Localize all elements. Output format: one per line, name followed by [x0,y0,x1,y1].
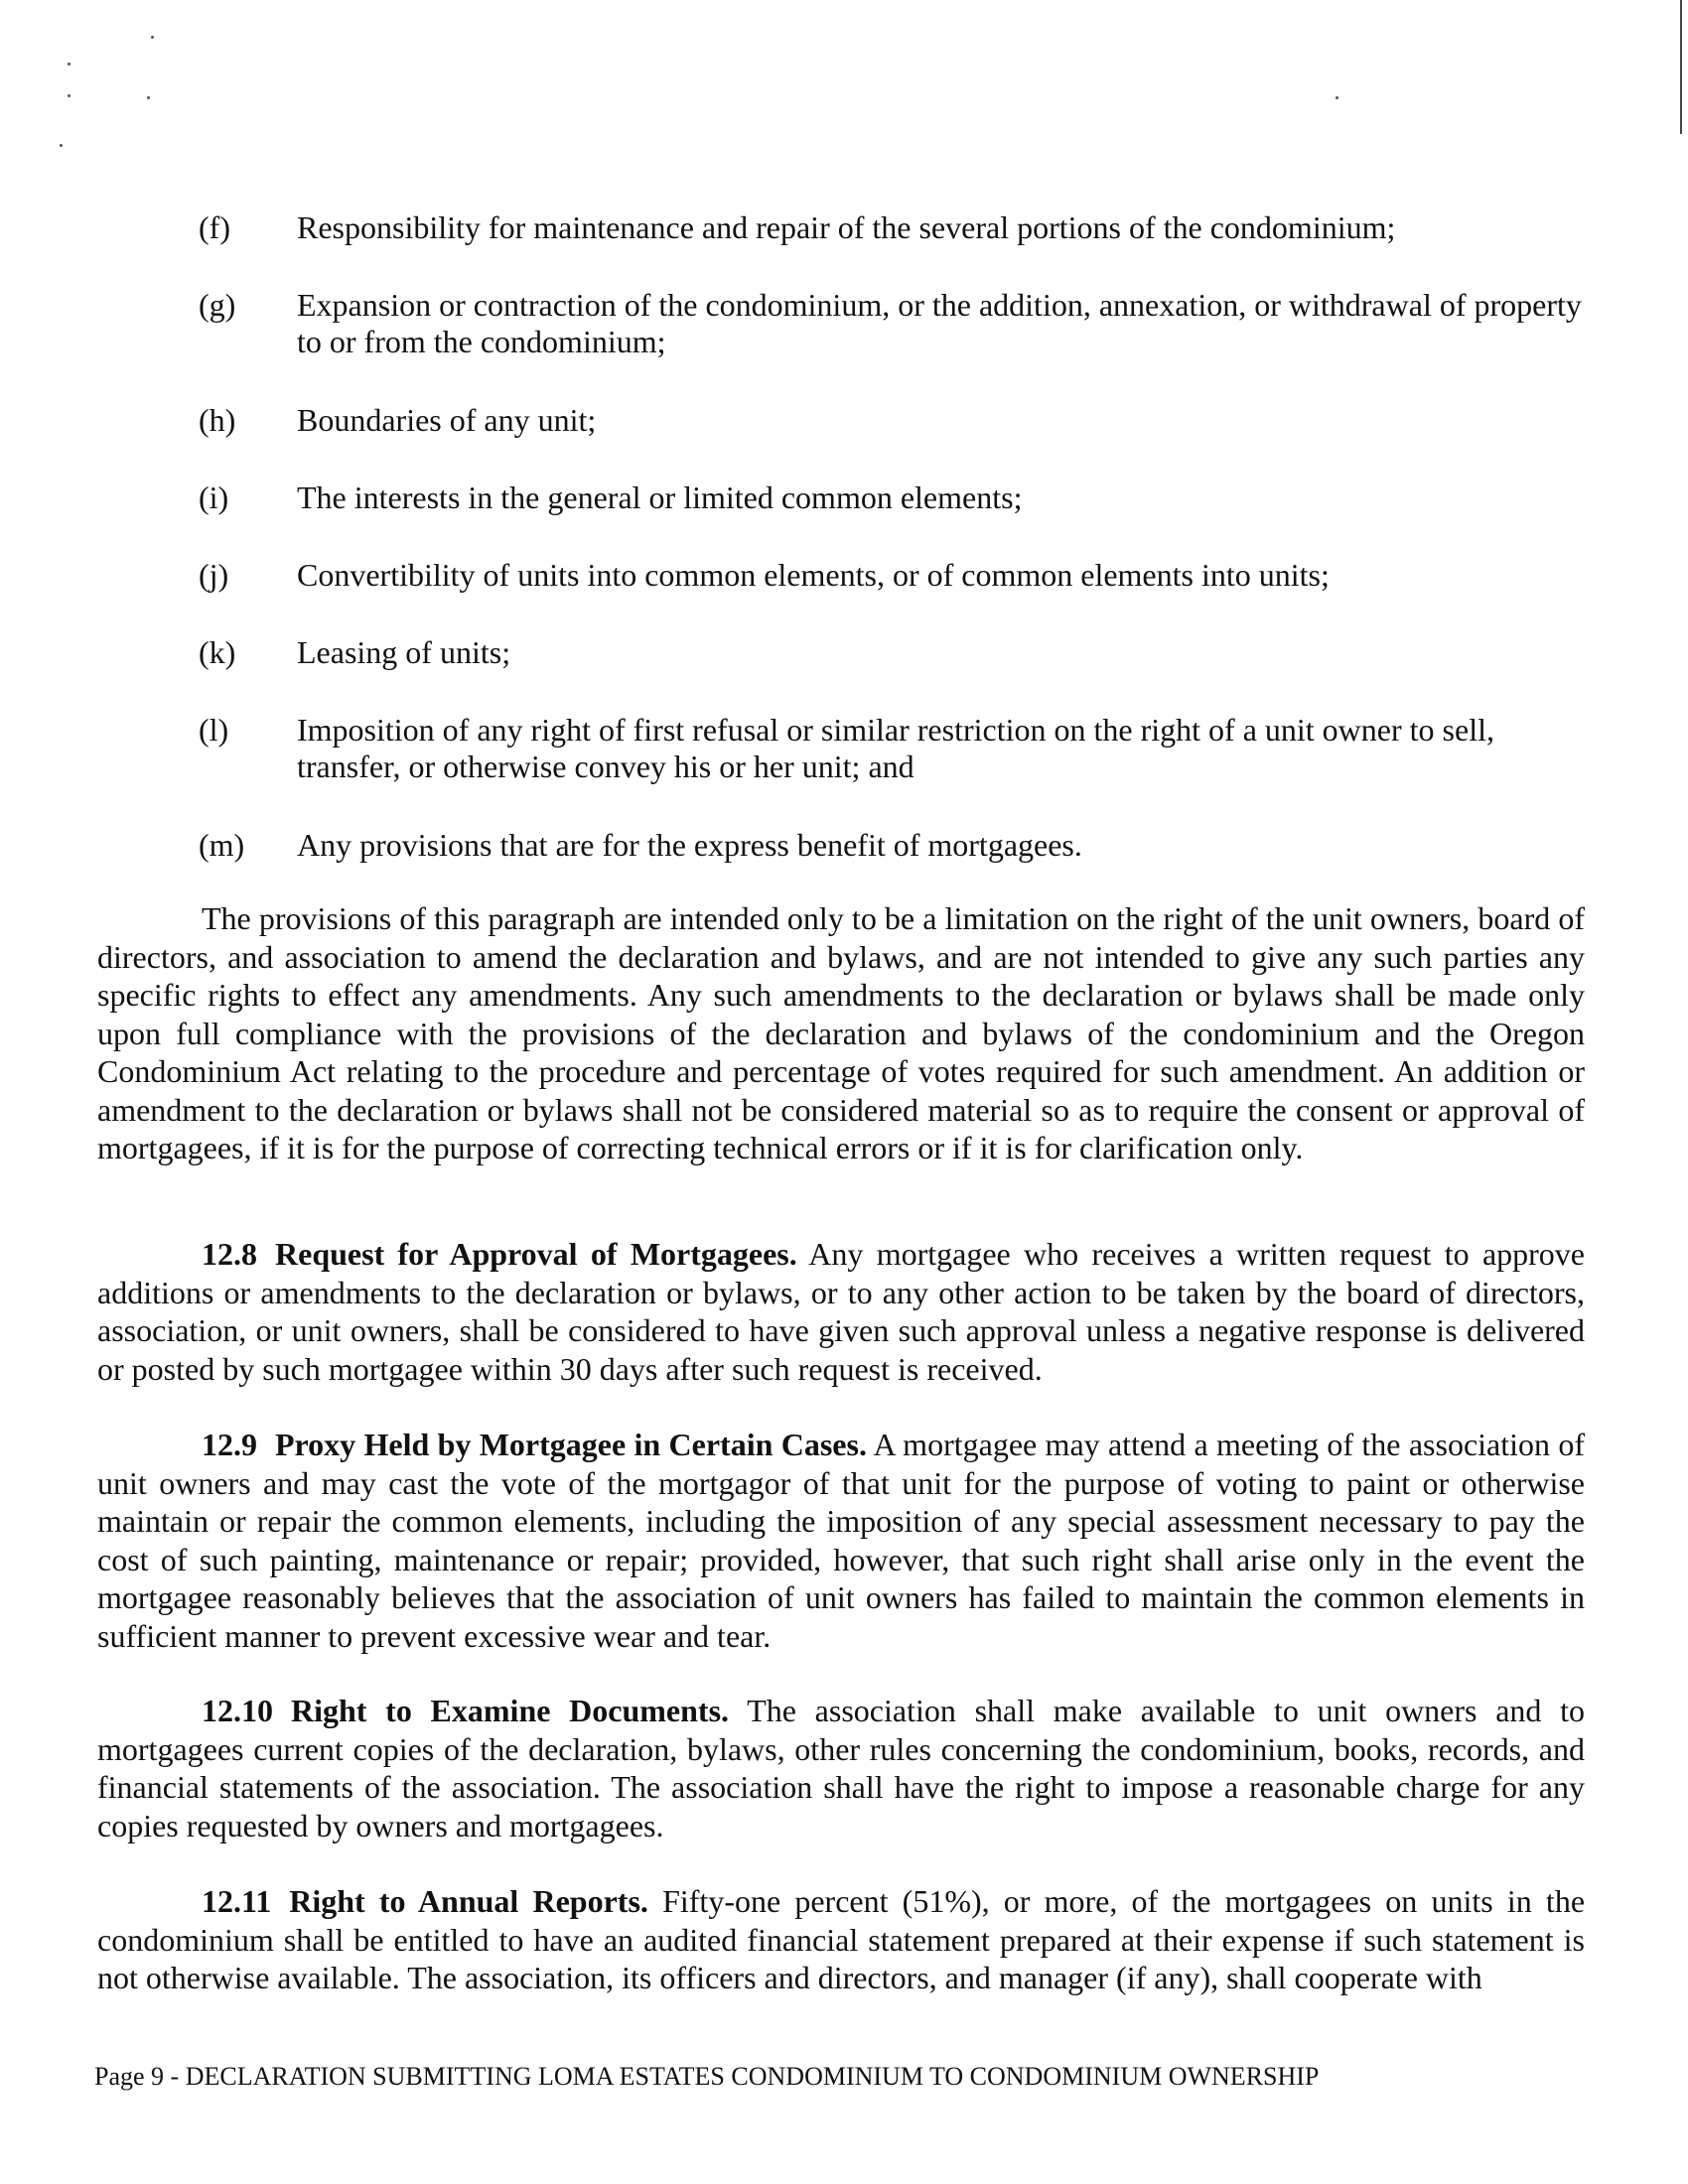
list-item-text: Expansion or contraction of the condominium, or the addition, annexation, or withdrawal of property to or from the condominium; [297,287,1582,359]
section-title: Right to Annual Reports. [289,1883,648,1919]
section-number: 12.11 [202,1883,272,1919]
section-title: Proxy Held by Mortgagee in Certain Cases. [275,1427,867,1462]
section-12-11 [97,1882,1585,1997]
list-item-text: Responsibility for maintenance and repair of the several portions of the condominium; [297,209,1396,245]
provisions-paragraph-text: The provisions of this paragraph are intended only to be a limitation on the right of the unit owners, board of directors, and association to amend the declaration and bylaws, and are not intended to give any such parties any specific rights to effect any amendments. Any such amendments to the declaration or bylaws shall be made only upon full compliance with the provisions of the declaration and bylaws of the condominium and the Oregon Condominium Act relating to the procedure and percentage of votes required for such amendment. An addition or amendment to the declaration or bylaws shall not be considered material so as to require the consent or approval of mortgagees, if it is for the purpose of correcting technical errors or if it is for clarification only. [97,900,1585,1165]
section-body: Any mortgagee who receives a written request to approve additions or amendments to the declaration or bylaws, or to any other action to be taken by the board of directors, association, or unit owners, shall be considered to have given such approval unless a negative response is delivered or posted by such mortgagee within 30 days after such request is received. [97,1236,1586,1387]
section-number: 12.9 [202,1427,257,1462]
list-item-label: (k) [199,634,236,670]
list-item-label: (g) [199,287,236,323]
list-item-text: Any provisions that are for the express benefit of mortgagees. [297,827,1082,863]
list-item [199,634,1589,671]
section-12-10 [97,1692,1585,1844]
list-item-label: (i) [199,479,229,515]
scan-edge-line [1680,0,1682,134]
provisions-paragraph [97,899,1585,1167]
list-item-text: Convertibility of units into common elements, or of common elements into units; [297,557,1330,593]
list-item-label: (l) [199,712,229,748]
scan-speck [68,63,70,66]
section-number: 12.8 [202,1236,257,1272]
section-title: Request for Approval of Mortgagees. [275,1236,797,1272]
section-number: 12.10 [202,1693,273,1728]
list-item-text: Imposition of any right of first refusal or similar restriction on the right of a unit owner to sell, transfer, or otherwise convey his or her unit; and [297,712,1494,784]
list-item-label: (f) [199,209,230,245]
section-12-9 [97,1426,1585,1655]
section-body: A mortgagee may attend a meeting of the association of unit owners and may cast the vote of the mortgagor of that unit for the purpose of voting to paint or otherwise maintain or repair the common elements, including the imposition of any special assessment necessary to pay the cost of such painting, maintenance or repair; provided, however, that such right shall arise only in the event the mortgagee reasonably believes that the association of unit owners has failed to maintain the common elements in sufficient manner to prevent excessive wear and tear. [97,1427,1586,1654]
scan-speck [68,94,70,97]
list-item [199,557,1589,594]
scan-speck [60,144,63,147]
list-item-label: (m) [199,827,245,863]
scan-speck [147,96,150,99]
section-body: The association shall make available to unit owners and to mortgagees current copies of the declaration, bylaws, other rules concerning the condominium, books, records, and financial statements of the association. The association shall have the right to impose a reasonable charge for any copies requested by owners and mortgagees. [97,1693,1586,1843]
list-item [199,827,1589,864]
list-item [199,479,1589,516]
scan-speck [151,36,154,39]
scan-speck [1336,96,1338,99]
list-item-label: (h) [199,402,236,438]
list-item [199,712,1589,785]
section-body: Fifty-one percent (51%), or more, of the mortgagees on units in the condominium shall be entitled to have an audited financial statement prepared at their expense if such statement is not otherwise available. The association, its officers and directors, and manager (if any), shall cooperate with [97,1883,1586,1995]
list-item [199,209,1589,246]
list-item [199,402,1589,439]
section-title: Right to Examine Documents. [291,1693,730,1728]
list-item-text: Boundaries of any unit; [297,402,597,438]
list-item [199,287,1589,360]
section-12-8 [97,1235,1585,1388]
list-item-label: (j) [199,557,229,593]
page-footer: Page 9 - DECLARATION SUBMITTING LOMA ESTATES CONDOMINIUM TO CONDOMINIUM OWNERSHIP [94,2062,1320,2091]
list-item-text: Leasing of units; [297,634,511,670]
list-item-text: The interests in the general or limited common elements; [297,479,1023,515]
